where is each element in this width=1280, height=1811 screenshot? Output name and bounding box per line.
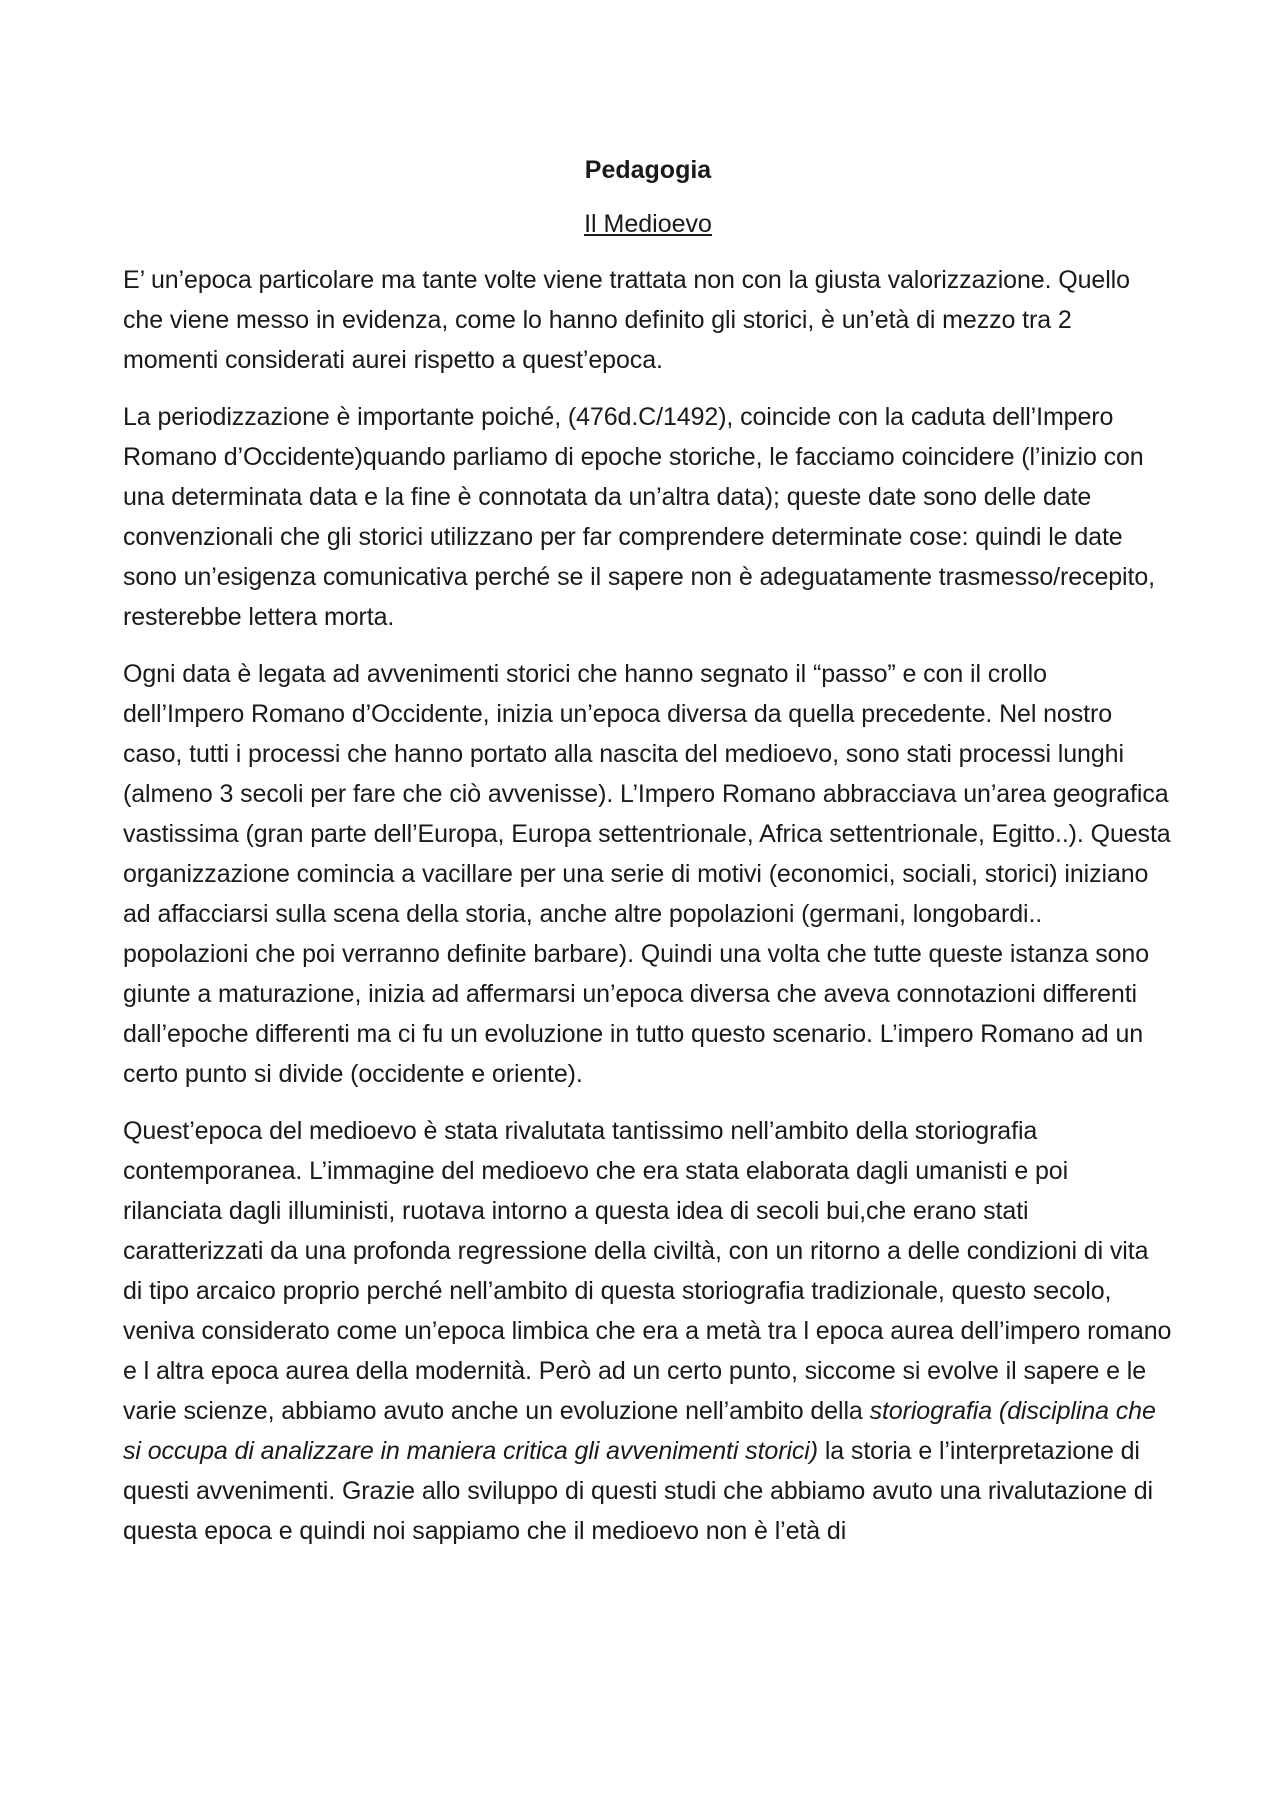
paragraph-1: E’ un’epoca particolare ma tante volte viene trattata non con la giusta valorizzazione. Quello che viene messo in evidenza, come lo hanno definito gli storici, è un’età di mezzo tra 2 momenti considerati aurei rispetto a quest’epoca.	[123, 266, 1130, 374]
paragraph-2: La periodizzazione è importante poiché, (476d.C/1492), coincide con la caduta dell’Impero Romano d’Occidente)quando parliamo di epoche storiche, le facciamo coincidere (l’inizio con una determinata data e la fine è connotata da un’altra data); queste date sono delle date convenzionali che gli storici utilizzano per far comprendere determinate cose: quindi le date sono un’esigenza comunicativa perché se il sapere non è adeguatamente trasmesso/recepito, resterebbe lettera morta.	[123, 403, 1156, 631]
document-title: Pedagogia	[584, 156, 712, 184]
paragraph-3: Ogni data è legata ad avvenimenti storici che hanno segnato il “passo” e con il crollo dell’Impero Romano d’Occidente, inizia un’epoca diversa da quella precedente. Nel nostro caso, tutti i processi che hanno portato alla nascita del medioevo, sono stati processi lunghi (almeno 3 secoli per fare che ciò avvenisse). L’Impero Romano abbracciava un’area geografica vastissima (gran parte dell’Europa, Europa settentrionale, Africa settentrionale, Egitto..). Questa organizzazione comincia a vacillare per una serie di motivi (economici, sociali, storici) iniziano ad affacciarsi sulla scena della storia, anche altre popolazioni (germani, longobardi.. popolazioni che poi verranno definite barbare). Quindi una volta che tutte queste istanza sono giunte a maturazione, inizia ad affermarsi un’epoca diversa che aveva connotazioni differenti dall’epoche differenti ma ci fu un evoluzione in tutto questo scenario. L’impero Romano ad un certo punto si divide (occidente e oriente).	[123, 660, 1171, 1088]
paragraph-4-text-start: Quest’epoca del medioevo è stata rivalutata tantissimo nell’ambito della storiografia contemporanea. L’immagine del medioevo che era stata elaborata dagli umanisti e poi rilanciata dagli illuministi, ruotava intorno a questa idea di secoli bui,che erano stati caratterizzati da una profonda regressione della civiltà, con un ritorno a delle condizioni di vita di tipo arcaico proprio perché nell’ambito di questa storiografia tradizionale, questo secolo, veniva considerato come un’epoca limbica che era a metà tra l epoca aurea dell’impero romano e l altra epoca aurea della modernità. Però ad un certo punto, siccome si evolve il sapere e le varie scienze, abbiamo avuto anche un evoluzione nell’ambito della	[123, 1117, 1172, 1425]
paragraph-4-italic-definition: storiografia (disciplina che si occupa di analizzare in maniera critica gli avvenimenti storici)	[123, 1397, 1156, 1465]
paragraph-4	[123, 1111, 1173, 1551]
paragraph-4-text-end: la storia e l’interpretazione di questi avvenimenti. Grazie allo sviluppo di questi studi che abbiamo avuto una rivalutazione di questa epoca e quindi noi sappiamo che il medioevo non è l’età di	[123, 1437, 1153, 1545]
document-body	[123, 150, 1173, 1568]
document-subtitle: Il Medioevo	[584, 210, 712, 238]
